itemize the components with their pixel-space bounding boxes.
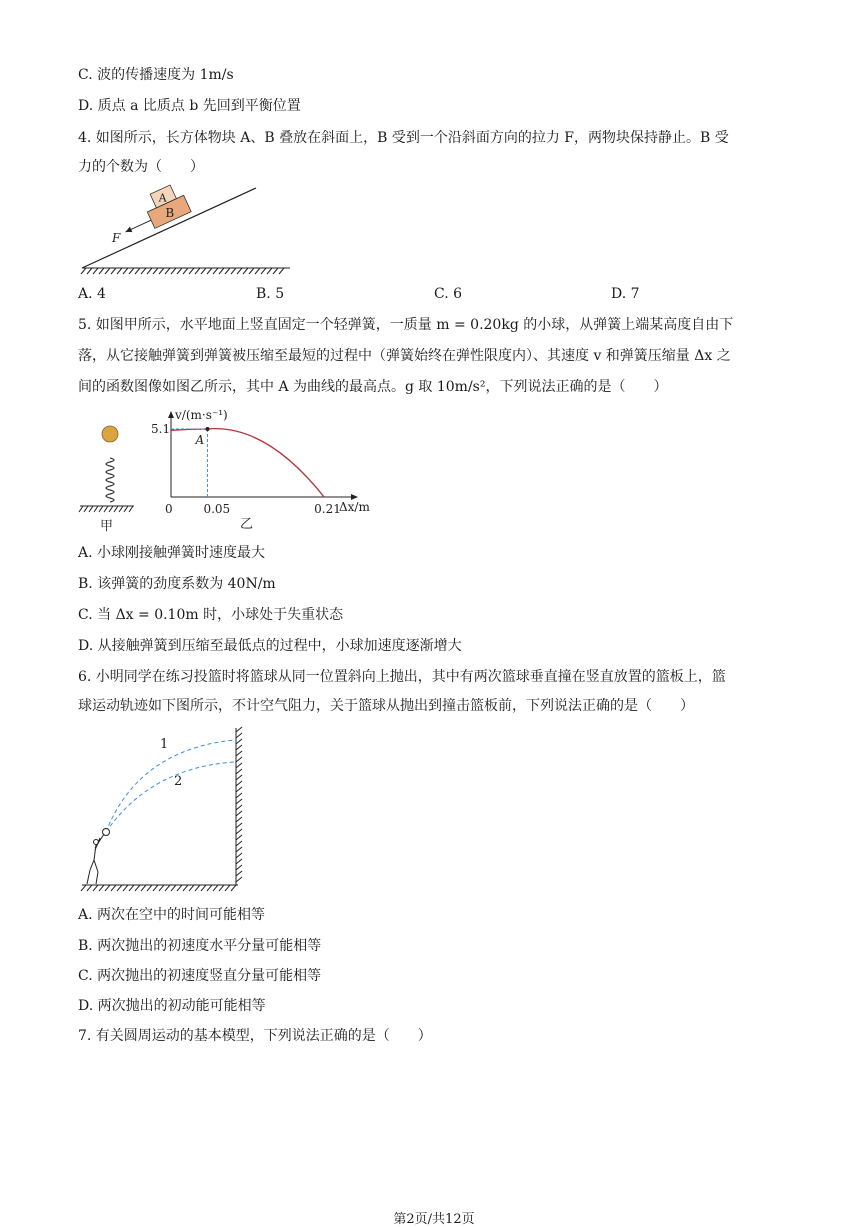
q5-x-axis-label: Δx/m [339,500,370,514]
hatch-mark [117,885,122,891]
hatch-mark [141,268,146,274]
hatch-mark [84,506,88,512]
hatch-mark [87,268,92,274]
hatch-mark [79,506,83,512]
hatch-mark [147,885,152,891]
hatch-mark [261,268,266,274]
hatch-mark [189,268,194,274]
hatch-mark [99,268,104,274]
hatch-mark [236,877,242,882]
hatch-mark [109,506,113,512]
hatch-mark [236,847,242,852]
hatch-mark [153,268,158,274]
q6-trajectory-2 [106,762,234,832]
hatch-mark [236,787,242,792]
hatch-mark [93,268,98,274]
hatch-mark [99,885,104,891]
hatch-mark [236,811,242,816]
q7-stem-line1: 7. 有关圆周运动的基本模型，下列说法正确的是（ ） [78,1028,432,1044]
hatch-mark [177,885,182,891]
hatch-mark [207,268,212,274]
hatch-mark [105,885,110,891]
q4-block-a-label: A [158,191,167,205]
hatch-mark [183,268,188,274]
hatch-mark [129,268,134,274]
hatch-mark [243,268,248,274]
hatch-mark [219,268,224,274]
hatch-mark [105,268,110,274]
q4-option-b: B. 5 [256,286,285,302]
q6-path-2-label: 2 [174,774,183,789]
hatch-mark [231,885,236,891]
hatch-mark [236,793,242,798]
hatch-mark [123,885,128,891]
q5-option-b: B. 该弹簧的劲度系数为 40N/m [78,576,276,592]
q4-force-label: F [112,231,121,245]
q5-fig-left-label: 甲 [100,519,114,534]
x-tick-label: 0 [165,502,173,516]
q6-stem-line2: 球运动轨迹如下图所示，不计空气阻力，关于篮球从抛出到撞击篮板前，下列说法正确的是（ ） [78,698,694,714]
hatch-mark [225,885,230,891]
hatch-mark [225,268,230,274]
hatch-mark [87,885,92,891]
hatch-mark [236,781,242,786]
hatch-mark [153,885,158,891]
hatch-mark [219,885,224,891]
hatch-mark [117,268,122,274]
hatch-mark [279,268,284,274]
q4-stem-line2: 力的个数为（ ） [78,159,204,175]
hatch-mark [81,885,86,891]
q6-option-d: D. 两次抛出的初动能可能相等 [78,998,266,1014]
hatch-mark [147,268,152,274]
hatch-mark [189,885,194,891]
hatch-mark [231,268,236,274]
hatch-mark [236,745,242,750]
q5-stem-line2: 落，从它接触弹簧到弹簧被压缩至最短的过程中（弹簧始终在弹性限度内）、其速度 v 和弹簧压缩量 Δx 之 [78,348,731,364]
q4-force-arrowhead [124,227,132,235]
hatch-mark [183,885,188,891]
hatch-mark [119,506,123,512]
hatch-mark [123,268,128,274]
hatch-mark [236,751,242,756]
hatch-mark [236,763,242,768]
hatch-mark [159,885,164,891]
hatch-mark [104,506,108,512]
hatch-mark [195,885,200,891]
hatch-mark [201,268,206,274]
hatch-mark [111,885,116,891]
hatch-mark [236,841,242,846]
hatch-mark [135,268,140,274]
q5-option-c: C. 当 Δx = 0.10m 时，小球处于失重状态 [78,607,344,623]
hatch-mark [255,268,260,274]
q4-options [78,286,778,304]
hatch-mark [236,871,242,876]
q6-player [87,829,110,885]
hatch-mark [236,805,242,810]
hatch-mark [236,757,242,762]
hatch-mark [213,885,218,891]
hatch-mark [236,799,242,804]
q5-y-axis-label: v/(m·s⁻¹) [175,408,228,422]
hatch-mark [249,268,254,274]
hatch-mark [237,268,242,274]
hatch-mark [236,775,242,780]
q5-fig-right-label: 乙 [240,517,254,532]
hatch-mark [99,506,103,512]
q4-ground [81,268,290,274]
hatch-mark [177,268,182,274]
q4-stem-line1: 4. 如图所示，长方体物块 A、B 叠放在斜面上，B 受到一个沿斜面方向的拉力 F，两物块保持静止。B 受 [78,130,729,146]
hatch-mark [93,885,98,891]
hatch-mark [171,885,176,891]
hatch-mark [236,817,242,822]
q4-incline-figure [78,180,298,275]
hatch-mark [81,268,86,274]
q4-option-c: C. 6 [434,286,463,302]
hatch-mark [236,727,242,732]
hatch-mark [236,739,242,744]
hatch-mark [236,769,242,774]
q6-option-c: C. 两次抛出的初速度竖直分量可能相等 [78,968,322,984]
hatch-mark [201,885,206,891]
hatch-mark [171,268,176,274]
hatch-mark [114,506,118,512]
q6-option-b: B. 两次抛出的初速度水平分量可能相等 [78,938,322,954]
hatch-mark [207,885,212,891]
q5-spring [106,458,114,502]
q5-stem-line3: 间的函数图像如图乙所示，其中 A 为曲线的最高点。g 取 10m/s²，下列说法正确的是（ ） [78,379,668,395]
hatch-mark [159,268,164,274]
hatch-mark [236,823,242,828]
hatch-mark [236,829,242,834]
page-footer: 第2页/共12页 [393,1212,475,1227]
hatch-mark [165,268,170,274]
y-axis-arrow [168,411,174,418]
y-tick-label: 5.1 [151,422,171,436]
hatch-mark [94,506,98,512]
q5-option-d: D. 从接触弹簧到压缩至最低点的过程中，小球加速度逐渐增大 [78,638,462,654]
hatch-mark [135,885,140,891]
hatch-mark [195,268,200,274]
hatch-mark [236,835,242,840]
q6-path-1-label: 1 [160,737,169,752]
hatch-mark [129,506,133,512]
peak-point-a [205,427,209,431]
hatch-mark [89,506,93,512]
peak-point-label: A [195,433,205,447]
q3-option-c: C. 波的传播速度为 1m/s [78,67,234,83]
hatch-mark [165,885,170,891]
q4-option-d: D. 7 [611,286,640,302]
q4-option-a: A. 4 [78,286,106,302]
hatch-mark [213,268,218,274]
hatch-mark [129,885,134,891]
hatch-mark [236,859,242,864]
q5-option-a: A. 小球刚接触弹簧时速度最大 [78,545,266,561]
hatch-mark [236,733,242,738]
hatch-mark [236,865,242,870]
q5-vx-graph [151,405,385,532]
hatch-mark [236,853,242,858]
velocity-curve [171,429,324,497]
hatch-mark [111,268,116,274]
q6-trajectory-1 [106,740,234,832]
q4-block-b-label: B [165,206,175,221]
x-tick-label: 0.21 [314,502,341,516]
hatch-mark [267,268,272,274]
hatch-mark [141,885,146,891]
q5-ball [102,426,118,442]
q6-basketball-figure [78,720,258,895]
q5-spring-figure [78,420,140,534]
q3-option-d: D. 质点 a 比质点 b 先回到平衡位置 [78,98,301,114]
q5-stem-line1: 5. 如图甲所示，水平地面上竖直固定一个轻弹簧，一质量 m = 0.20kg 的小球，从弹簧上端某高度自由下 [78,317,734,333]
hatch-mark [273,268,278,274]
q6-option-a: A. 两次在空中的时间可能相等 [78,907,266,923]
q6-stem-line1: 6. 小明同学在练习投篮时将篮球从同一位置斜向上抛出，其中有两次篮球垂直撞在竖直放置的篮板上，篮 [78,669,726,685]
hatch-mark [124,506,128,512]
x-tick-label: 0.05 [203,502,231,516]
